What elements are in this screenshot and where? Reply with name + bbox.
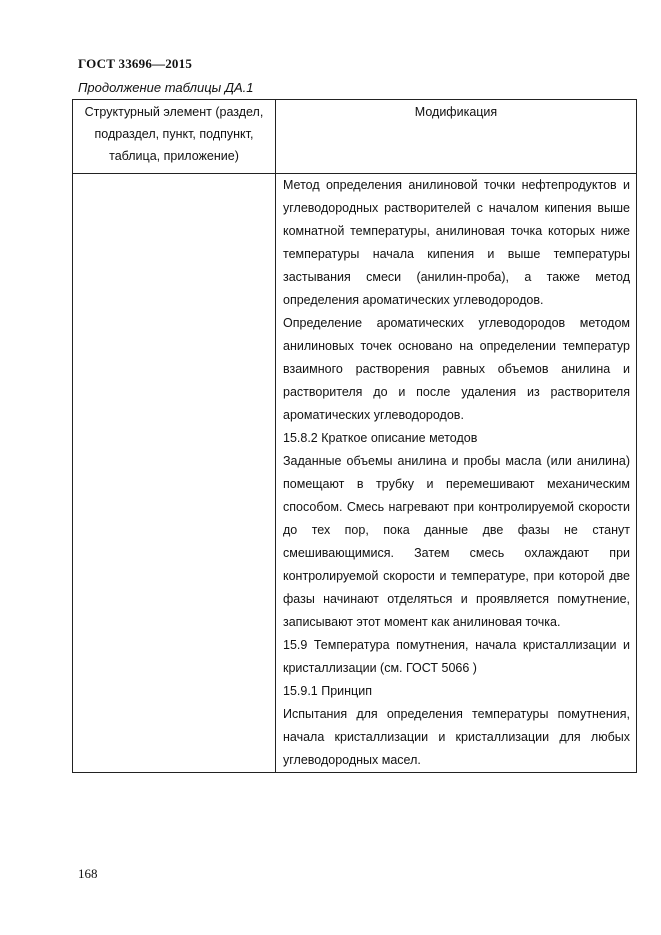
paragraph-principle-text: Испытания для определения температуры помутнения, начала кристаллизации и кристаллизации для любых углеводородных масел. [283,707,630,767]
paragraph-heading-15-9: 15.9 Температура помутнения, начала кристаллизации и кристаллизации (см. ГОСТ 5066 ) [283,638,630,675]
document-code: ГОСТ 33696—2015 [78,56,193,71]
page-number: 168 [78,866,98,881]
modification-table [72,99,637,773]
column-header-structural-element: Структурный элемент (раздел, подраздел, пункт, подпункт, таблица, приложение) [73,100,276,174]
modification-cell [276,174,637,773]
table-header-row [73,100,637,174]
paragraph-method-description: Метод определения анилиновой точки нефтепродуктов и углеводородных растворителей с началом кипения выше комнатной температуры, анилиновая точка которых ниже температуры начала кипения и выше температуры застывания смеси (анилин-проба), а также метод определения ароматических углеводородов. [283,178,630,307]
column-header-modification: Модификация [276,100,637,174]
paragraph-heading-15-9-1: 15.9.1 Принцип [283,684,372,698]
table-caption: Продолжение таблицы ДА.1 [78,80,254,95]
paragraph-method-summary: Заданные объемы анилина и пробы масла (или анилина) помещают в трубку и перемешивают механическим способом. Смесь нагревают при контролируемой скорости до тех пор, пока данные две фазы не станут смешивающимися. Затем смесь охлаждают при контролируемой скорости и температуре, при которой две фазы начинают отделяться и проявляется помутнение, записывают этот момент как анилиновая точка. [283,454,630,629]
table-row [73,174,637,773]
structural-element-cell [73,174,276,773]
paragraph-aromatic-determination: Определение ароматических углеводородов методом анилиновых точек основано на определении температур взаимного растворения равных объемов анилина и растворителя до и после удаления из растворителя ароматических углеводородов. [283,316,630,422]
paragraph-heading-15-8-2: 15.8.2 Краткое описание методов [283,431,478,445]
